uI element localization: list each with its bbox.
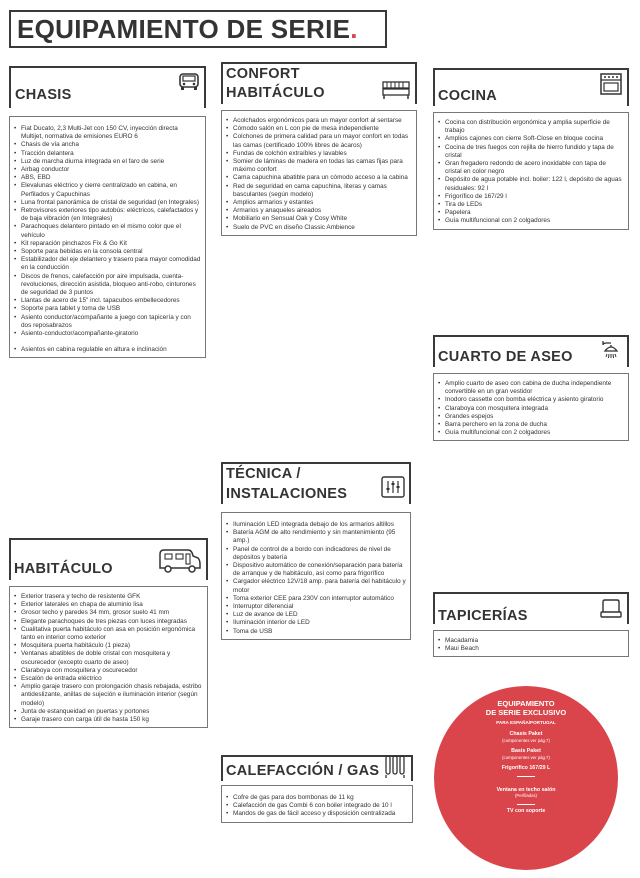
list-item: • Cama capuchina abatible para un cómodo acceso a la cabina bbox=[226, 174, 412, 182]
list-item: • Cómodo salón en L con pie de mesa independiente bbox=[226, 125, 412, 133]
habitaculo-list bbox=[9, 586, 208, 728]
badge-separator bbox=[517, 804, 535, 805]
list-item: • Toma de USB bbox=[226, 628, 406, 636]
section-habitaculo bbox=[9, 538, 208, 728]
badge-title-line2: DE SERIE EXCLUSIVO bbox=[485, 707, 567, 717]
tapicerias-list bbox=[433, 630, 629, 657]
list-item: • Chasis de vía ancha bbox=[14, 141, 201, 149]
list-item: • Gran fregadero redondo de acero inoxidable con tapa de cristal en color negro bbox=[438, 160, 624, 176]
list-item: • Ventanas abatibles de doble cristal con mosquitera y oscurecedor (excepto cuarto de aseo) bbox=[14, 650, 203, 666]
badge-item-chasis bbox=[434, 731, 618, 744]
shower-icon bbox=[599, 339, 623, 365]
section-aseo-title: CUARTO DE ASEO bbox=[438, 349, 573, 365]
cushion-icon bbox=[599, 598, 623, 620]
section-confort bbox=[221, 62, 417, 236]
motorhome-icon bbox=[158, 548, 202, 574]
list-item: • Depósito de agua potable incl. boiler: 122 l, depósito de aguas residuales: 92 l bbox=[438, 176, 624, 192]
list-item: • Suelo de PVC en diseño Classic Ambience bbox=[226, 224, 412, 232]
stove-icon bbox=[599, 72, 623, 96]
list-item: • Retrovisores exteriores tipo autobús: eléctricos, calefactados y de baja vibración (en Integrales) bbox=[14, 207, 201, 223]
section-confort-title-1: CONFORT bbox=[226, 66, 300, 82]
section-chasis-header bbox=[9, 66, 206, 108]
confort-list bbox=[221, 110, 417, 236]
radiator-icon bbox=[383, 753, 407, 779]
badge-title bbox=[434, 700, 618, 717]
list-item: • Calefacción de gas Combi 6 con boiler integrado de 10 l bbox=[226, 802, 408, 810]
list-item: • Discos de frenos, calefacción por aire impulsada, cuenta-revoluciones, dirección asistida, bloqueo anti-robo, cinturones de seguridad de 3 puntos bbox=[14, 273, 201, 298]
list-item: • Estabilizador del eje delantero y trasero para mayor comodidad en la conducción bbox=[14, 256, 201, 272]
chasis-list bbox=[9, 116, 206, 358]
calefaccion-list bbox=[221, 785, 413, 823]
list-item: • Soporte para bebidas en la consola central bbox=[14, 248, 201, 256]
section-cocina-header bbox=[433, 68, 629, 106]
section-tecnica-title-1: TÉCNICA / bbox=[226, 466, 301, 482]
badge-separator bbox=[517, 776, 535, 777]
list-item: • Cofre de gas para dos bombonas de 11 kg bbox=[226, 794, 408, 802]
page-title bbox=[9, 10, 387, 48]
list-item: • Cualitativa puerta habitáculo con asa en posición ergonómica tanto en interior como exterior bbox=[14, 626, 203, 642]
list-item: • Claraboya con mosquitera y oscurecedor bbox=[14, 667, 203, 675]
list-item: • Iluminación interior de LED bbox=[226, 619, 406, 627]
section-chasis-title: CHASIS bbox=[15, 87, 72, 103]
aseo-list bbox=[433, 373, 629, 441]
list-item: • Papelera bbox=[438, 209, 624, 217]
badge-item-tv: TV con soporte bbox=[506, 807, 546, 814]
section-calefaccion-title: CALEFACCIÓN / GAS bbox=[226, 763, 380, 779]
section-confort-title-2: HABITÁCULO bbox=[226, 85, 325, 101]
list-item: • Macadamia bbox=[438, 637, 624, 645]
list-item: • Interruptor diferencial bbox=[226, 603, 406, 611]
badge-item-basis-label: Basis Paket bbox=[511, 748, 541, 754]
list-item: • Fundas de colchón extraíbles y lavables bbox=[226, 150, 412, 158]
badge-item-basis-note: (componentes ver pág.7) bbox=[502, 754, 550, 760]
list-item: • Batería AGM de alto rendimiento y sin mantenimiento (95 amp.) bbox=[226, 529, 406, 545]
list-item: • Toma exterior CEE para 230V con interruptor automático bbox=[226, 595, 406, 603]
badge-title-line1: EQUIPAMIENTO bbox=[497, 699, 555, 708]
section-cocina bbox=[433, 68, 629, 230]
list-item: • Mandos de gas de fácil acceso y disposición centralizada bbox=[226, 810, 408, 818]
list-item: • Frigorífico de 167/29 l bbox=[438, 193, 624, 201]
list-item: • Mobiliario en Sensual Oak y Cosy White bbox=[226, 215, 412, 223]
bed-icon bbox=[381, 80, 411, 100]
list-item: • Maui Beach bbox=[438, 645, 624, 653]
list-item: • Colchones de primera calidad para un mayor confort en todas las camas (certificado 100% libres de ácaros) bbox=[226, 133, 412, 149]
list-item: • Somier de láminas de madera en todas las camas fijas para máximo confort bbox=[226, 158, 412, 174]
list-item: • Dispositivo automático de conexión/separación para batería de arranque y de habitáculo, así como para frigorífico bbox=[226, 562, 406, 578]
list-item: • Exterior laterales en chapa de aluminio lisa bbox=[14, 601, 203, 609]
section-chasis bbox=[9, 66, 206, 358]
list-item: • Guía multifuncional con 2 colgadores bbox=[438, 217, 624, 225]
section-tecnica-header bbox=[221, 462, 411, 504]
list-item: • Cocina con distribución ergonómica y amplia superficie de trabajo bbox=[438, 119, 624, 135]
section-calefaccion-header bbox=[221, 755, 413, 781]
list-item: • Luz de marcha diurna integrada en el faro de serie bbox=[14, 158, 201, 166]
list-item: • Claraboya con mosquitera integrada bbox=[438, 405, 624, 413]
list-item: • Guía multifuncional con 2 colgadores bbox=[438, 429, 624, 437]
section-tapicerias-header bbox=[433, 592, 629, 624]
list-item: • Tracción delantera bbox=[14, 150, 201, 158]
badge-item-chasis-label: Chasis Paket bbox=[509, 731, 543, 737]
list-item: • ABS, EBD bbox=[14, 174, 201, 182]
section-aseo-header bbox=[433, 335, 629, 367]
section-tapicerias-title: TAPICERÍAS bbox=[438, 608, 528, 624]
list-item: • Cocina de tres fuegos con rejilla de hierro fundido y tapa de cristal bbox=[438, 144, 624, 160]
list-item: • Barra perchero en la zona de ducha bbox=[438, 421, 624, 429]
section-tecnica-title-2: INSTALACIONES bbox=[226, 486, 348, 502]
section-tapicerias bbox=[433, 592, 629, 657]
list-item: • Elevalunas eléctrico y cierre centralizado en cabina, en Perfilados y Capuchinas bbox=[14, 182, 201, 198]
section-habitaculo-title: HABITÁCULO bbox=[14, 561, 113, 577]
list-item: • Panel de control de a bordo con indicadores de nivel de depósitos y batería bbox=[226, 546, 406, 562]
badge-item-basis bbox=[434, 748, 618, 761]
list-item: • Airbag conductor bbox=[14, 166, 201, 174]
badge-item-ventana-label: Ventana en techo salón bbox=[496, 786, 556, 793]
list-item: • Armarios y anaqueles aireados bbox=[226, 207, 412, 215]
page-title-text: EQUIPAMIENTO DE SERIE bbox=[17, 13, 351, 44]
section-aseo bbox=[433, 335, 629, 441]
section-habitaculo-header bbox=[9, 538, 208, 580]
section-tecnica bbox=[221, 462, 411, 640]
list-item: • Asiento conductor/acompañante a juego con tapicería y con dos reposabrazos bbox=[14, 314, 201, 330]
list-item: • Grandes espejos bbox=[438, 413, 624, 421]
exclusive-equipment-badge bbox=[434, 686, 618, 870]
tecnica-list bbox=[221, 512, 411, 640]
section-cocina-title: COCINA bbox=[438, 88, 497, 104]
list-item: • Red de seguridad en cama capuchina, literas y camas basculantes (según modelo) bbox=[226, 183, 412, 199]
list-item: • Luna frontal panorámica de cristal de seguridad (en Integrales) bbox=[14, 199, 201, 207]
list-item: • Elegante parachoques de tres piezas con luces integradas bbox=[14, 618, 203, 626]
list-item: • Cargador eléctrico 12V/18 amp. para batería del habitáculo y motor bbox=[226, 578, 406, 594]
badge-item-ventana-note: (Perfilados) bbox=[515, 793, 537, 798]
list-item: • Escalón de entrada eléctrico bbox=[14, 675, 203, 683]
section-confort-header bbox=[221, 62, 417, 104]
section-calefaccion bbox=[221, 755, 413, 823]
badge-item-chasis-note: (componentes ver pág.7) bbox=[502, 737, 550, 743]
control-panel-icon bbox=[381, 476, 405, 498]
list-item: • Amplios armarios y estantes bbox=[226, 199, 412, 207]
list-item: • Mosquitera puerta habitáculo (1 pieza) bbox=[14, 642, 203, 650]
list-item: • Asiento-conductor/acompañante-giratorio bbox=[14, 330, 201, 338]
list-item: • Asientos en cabina regulable en altura e inclinación bbox=[14, 346, 201, 354]
badge-item-frigorifico: Frigorífico 167/29 L bbox=[501, 765, 551, 771]
list-item: • Iluminación LED integrada debajo de los armarios altillos bbox=[226, 521, 406, 529]
list-item: • Amplio cuarto de aseo con cabina de ducha independiente convertible en un gran vestidor bbox=[438, 380, 624, 396]
list-item: • Grosor techo y paredes 34 mm, grosor suelo 41 mm bbox=[14, 609, 203, 617]
list-item: • Amplio garaje trasero con prolongación chasis rebajada, estribo antideslizante, anillas de sujeción e iluminación interior (según modelo) bbox=[14, 683, 203, 708]
list-item: • Acolchados ergonómicos para un mayor confort al sentarse bbox=[226, 117, 412, 125]
list-item: • Parachoques delantero pintado en el mismo color que el vehículo bbox=[14, 223, 201, 239]
list-item: • Tira de LEDs bbox=[438, 201, 624, 209]
badge-item-ventana bbox=[434, 787, 618, 800]
van-front-icon bbox=[178, 70, 200, 92]
list-item: • Soporte para tablet y toma de USB bbox=[14, 305, 201, 313]
list-item: • Garaje trasero con carga útil de hasta 150 kg bbox=[14, 716, 203, 724]
list-item: • Fiat Ducato, 2,3 Multi-Jet con 150 CV, inyección directa Multijet, normativa de emisiones EURO 6 bbox=[14, 125, 201, 141]
page-title-dot: . bbox=[350, 13, 358, 44]
list-item: • Exterior trasera y techo de resistente GFK bbox=[14, 593, 203, 601]
badge-subtitle: PARA ESPAÑA/PORTUGAL bbox=[496, 720, 556, 725]
list-item: • Llantas de acero de 15" incl. tapacubos embellecedores bbox=[14, 297, 201, 305]
list-item: • Amplios cajones con cierre Soft-Close en bloque cocina bbox=[438, 135, 624, 143]
list-item: • Luz de avance de LED bbox=[226, 611, 406, 619]
cocina-list bbox=[433, 112, 629, 230]
list-item: • Junta de estanqueidad en puertas y portones bbox=[14, 708, 203, 716]
list-item: • Inodoro cassette con bomba eléctrica y asiento giratorio bbox=[438, 396, 624, 404]
list-item: • Kit reparación pinchazos Fix & Go Kit bbox=[14, 240, 201, 248]
